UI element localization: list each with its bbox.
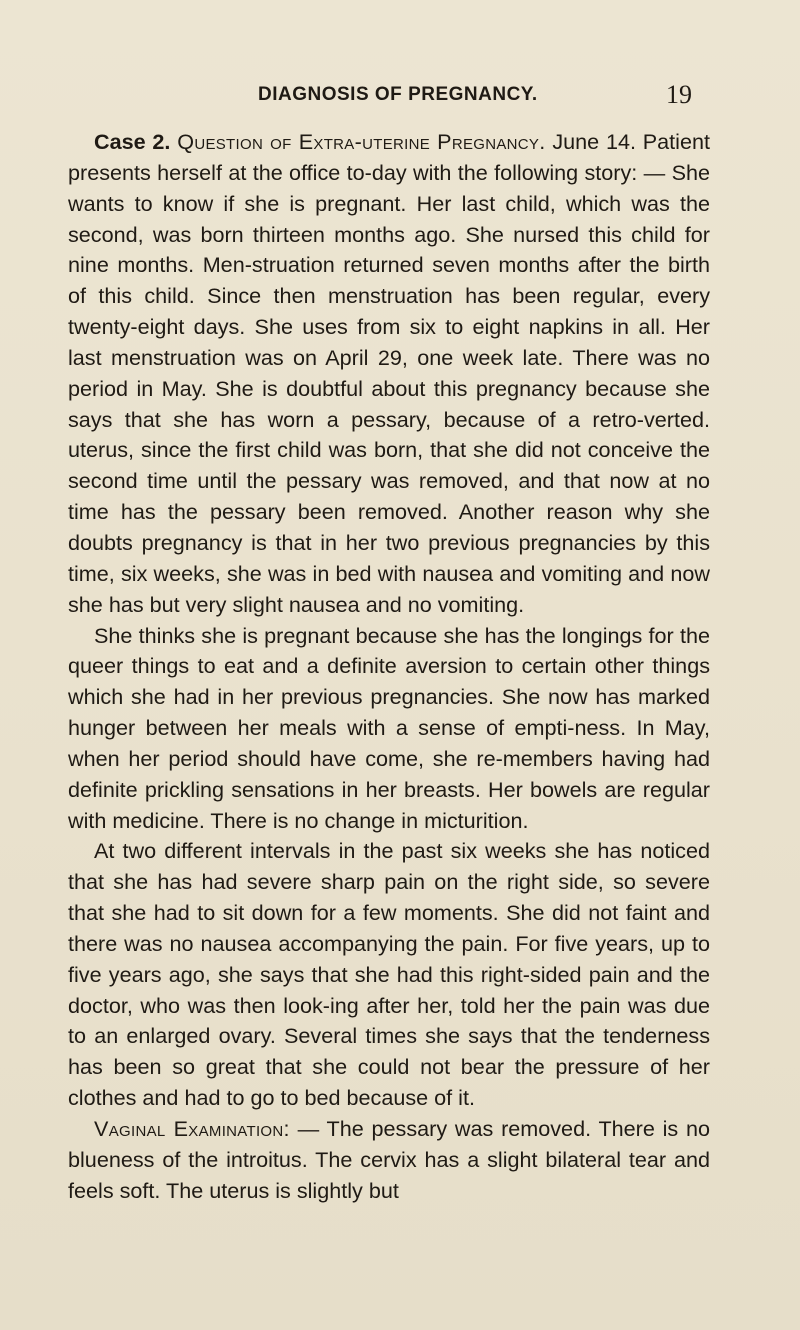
paragraph-1	[68, 127, 710, 621]
running-title: DIAGNOSIS OF PREGNANCY.	[258, 84, 538, 105]
case-label: Case 2.	[94, 129, 171, 154]
paragraph-3: At two different intervals in the past six weeks she has noticed that she has had severe sharp pain on the right side, so severe that she had to sit down for a few moments. She did not faint and there was no nausea accompanying the pain. For five years, up to five years ago, she says that she had this right-sided pain and the doctor, who was then look-ing after her, told her the pain was due to an enlarged ovary. Several times she says that the tenderness has been so great that she could not bear the pressure of her clothes and had to go to bed because of it.	[68, 838, 710, 1111]
exam-label: Vaginal Examination:	[94, 1116, 290, 1141]
paragraph-2: She thinks she is pregnant because she has the longings for the queer things to eat and a definite aversion to certain other things which she had in her previous pregnancies. She now has marked hunger between her meals with a sense of empti-ness. In May, when her period should have come, she re-members having had definite prickling sensations in her breasts. Her bowels are regular with medicine. There is no change in micturition.	[68, 622, 710, 833]
running-head	[0, 80, 800, 112]
page-number: 19	[666, 80, 692, 109]
case-heading: Question of Extra-uterine Pregnancy.	[177, 129, 546, 154]
paragraph-4-text: — The pessary was removed. There is no blueness of the introitus. The cervix has a slight bilateral tear and feels soft. The uterus is slightly but	[68, 1116, 710, 1203]
paragraph-1-text: June 14. Patient presents herself at the office to-day with the following story: — She wants to know if she is pregnant. Her last child, which was the second, was born thirteen months ago. She nursed this child for nine months. Men-struation returned seven months after the birth of this child. Since then menstruation has been regular, every twenty-eight days. She uses from six to eight napkins in all. Her last menstruation was on April 29, one week late. There was no period in May. She is doubtful about this pregnancy because she says that she has worn a pessary, because of a retro-verted. uterus, since the first child was born, that she did not conceive the second time until the pessary was removed, and that now at no time has the pessary been removed. Another reason why she doubts pregnancy is that in her two previous pregnancies by this time, six weeks, she was in bed with nausea and vomiting and now she has but very slight nausea and no vomiting.	[68, 129, 710, 617]
paragraph-4	[68, 1114, 710, 1207]
body-text	[68, 127, 710, 1207]
